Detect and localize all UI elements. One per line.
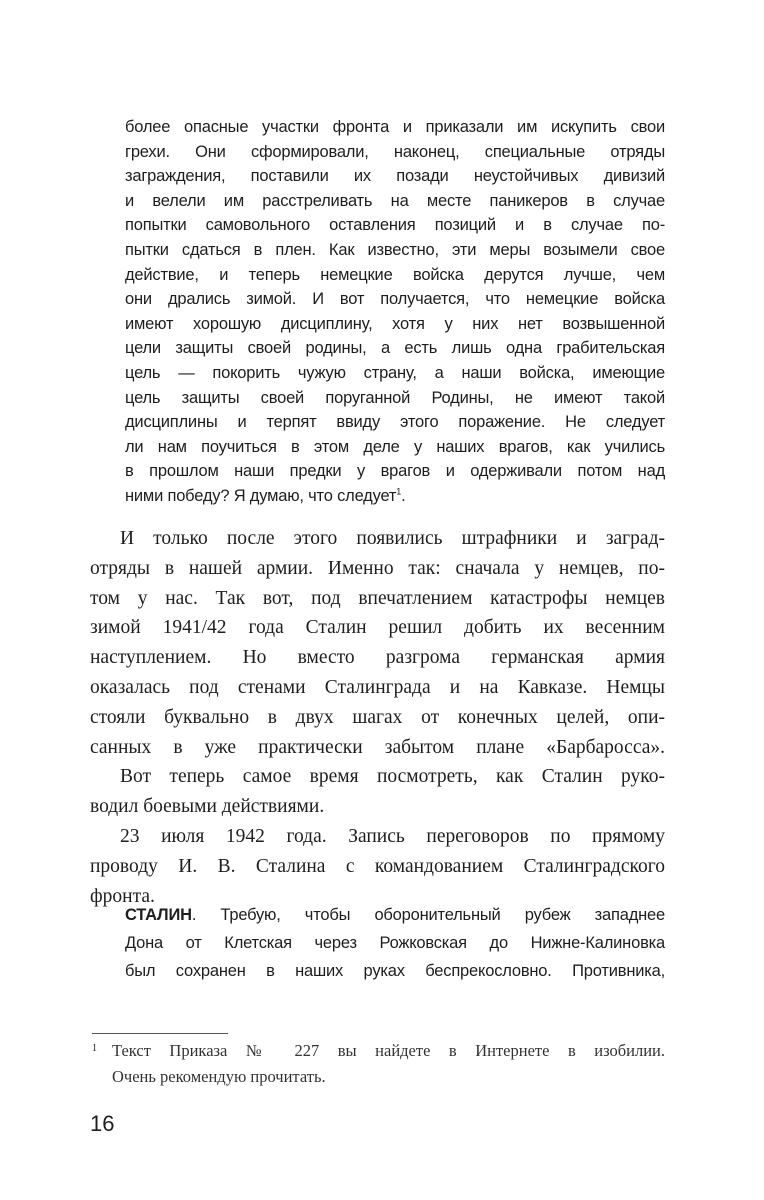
quote-line: цель — покорить чужую страну, а наши войска, имеющие [125,364,665,382]
quote-line: в прошлом наши предки у врагов и одерживали потом над [125,462,665,481]
dialogue-line: был сохранен в наших руках беспрекословно. Противника, [125,962,665,980]
quote-line: грехи. Они сформировали, наконец, специальные отряды [125,142,665,161]
footnote-mark: 1 [92,1043,97,1054]
quote-text-tail: . [401,487,406,505]
quote-line: пытки сдаться в плен. Как известно, эти меры возымели свое [125,241,665,259]
body-line: оказалась под стенами Сталинграда и на Кавказе. Немцы [90,677,665,698]
footnote-line: Очень рекомендую прочитать. [112,1067,326,1086]
body-line: водил боевыми действиями. [90,796,325,818]
body-line: фронта. [90,885,155,907]
quote-line: попытки самовольного оставления позиций и в случае по- [125,216,665,235]
body-line: 23 июля 1942 года. Запись переговоров по прямому [120,826,665,847]
quote-line: более опасные участки фронта и приказали им искупить свои [125,118,665,136]
quote-line: цель защиты своей поруганной Родины, не имеют такой [125,388,665,407]
quote-line: ли нам поучиться в этом деле у наших врагов, как учились [125,437,665,456]
quote-line: имеют хорошую дисциплину, хотя у них нет возвышенной [125,314,665,333]
dialogue-line: Дона от Клетская через Рожковская до Нижне-Калиновка [125,934,665,952]
body-line: зимой 1941/42 года Сталин решил добить их весенним [90,617,665,639]
footnote-line: Текст Приказа № 227 вы найдете в Интернете в изобилии. [112,1041,665,1060]
dialogue-text: . Требую, чтобы оборонительный рубеж западнее [191,906,665,924]
footnote-reference[interactable]: 1 [396,486,402,497]
quote-line: цели защиты своей родины, а есть лишь одна грабительская [125,339,665,358]
body-line: отряды в нашей армии. Именно так: сначала у немцев, по- [90,557,665,579]
quote-last-line [125,487,665,507]
quote-line: действие, и теперь немецкие войска дерутся лучше, чем [125,265,665,284]
body-line: Вот теперь самое время посмотреть, как Сталин руко- [120,766,665,788]
body-line: И только после этого появились штрафники и заград- [120,528,665,549]
body-line: наступлением. Но вместо разгрома германская армия [90,647,665,669]
body-line: проводу И. В. Сталина с командованием Сталинградского [90,855,665,877]
footnote-divider [92,1033,228,1034]
body-line: том у нас. Так вот, под впечатлением катастрофы немцев [90,587,665,609]
quote-line: заграждения, поставили их позади неустойчивых дивизий [125,167,665,186]
page-number: 16 [90,1111,115,1136]
body-line: санных в уже практически забытом плане «Барбаросса». [90,736,665,758]
quote-text: ними победу? Я думаю, что следует [125,487,397,505]
speaker-name: СТАЛИН [125,906,192,924]
quote-line: дисциплины и терпят ввиду этого поражение. Не следует [125,413,665,432]
body-line: стояли буквально в двух шагах от конечных целей, опи- [90,706,665,728]
dialogue-line [125,906,665,926]
quote-line: они дрались зимой. И вот получается, что немецкие войска [125,290,665,309]
quote-line: и велели им расстреливать на месте паникеров в случае [125,191,665,210]
